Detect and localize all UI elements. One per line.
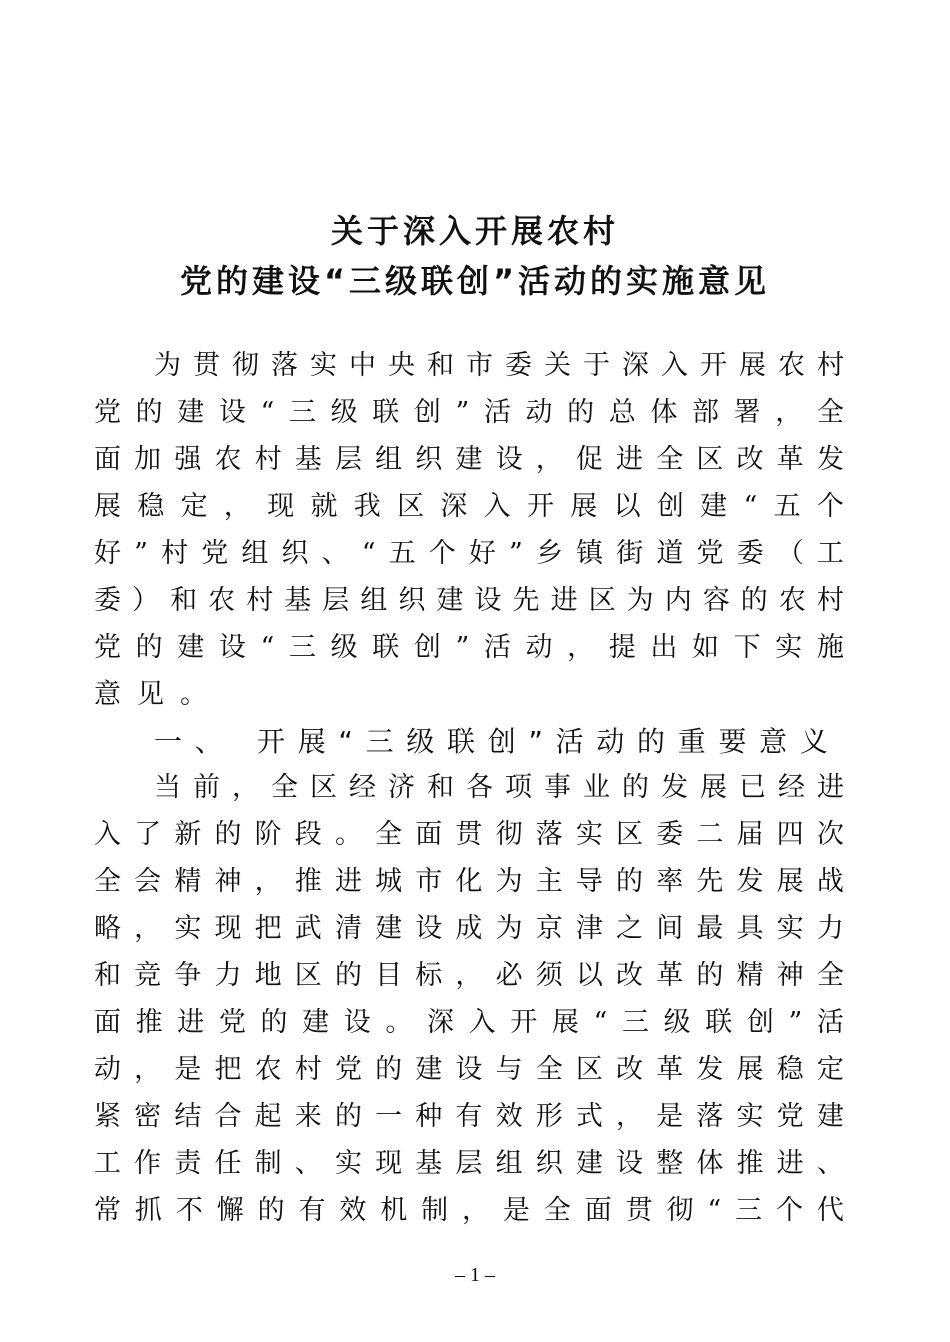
text-line: 全 会 精 神 ， 推 进 城 市 化 为 主 导 的 率 先 发 展 战 (94, 866, 844, 897)
text-line: 展 稳 定 ， 现 就 我 区 深 入 开 展 以 创 建 “ 五 个 (94, 491, 844, 522)
text-line: 面 推 进 党 的 建 设 。 深 入 开 展 “ 三 级 联 创 ” 活 (94, 1007, 844, 1038)
document-title-line2: 党的建设“三级联创”活动的实施意见 (179, 262, 771, 300)
text-line: 面 加 强 农 村 基 层 组 织 建 设 ， 促 进 全 区 改 革 发 (94, 444, 844, 475)
text-line: 好 ” 村 党 组 织 、 “ 五 个 好 ” 乡 镇 街 道 党 委 （ 工 (94, 538, 844, 569)
text-line: 意 见 。 (94, 679, 207, 710)
text-line: 当 前 ， 全 区 经 济 和 各 项 事 业 的 发 展 已 经 进 (154, 772, 844, 803)
text-line: 党 的 建 设 “ 三 级 联 创 ” 活 动 的 总 体 部 署 ， 全 (94, 397, 844, 428)
text-line: 紧 密 结 合 起 来 的 一 种 有 效 形 式 ， 是 落 实 党 建 (94, 1101, 844, 1132)
document-title-line1: 关于深入开展农村 (330, 212, 619, 250)
text-line: 为 贯 彻 落 实 中 央 和 市 委 关 于 深 入 开 展 农 村 (154, 350, 844, 381)
text-line: 入 了 新 的 阶 段 。 全 面 贯 彻 落 实 区 委 二 届 四 次 (94, 819, 844, 850)
text-line: 委 ） 和 农 村 基 层 组 织 建 设 先 进 区 为 内 容 的 农 村 (94, 585, 844, 616)
section-heading-1: 一 、 开 展 “ 三 级 联 创 ” 活 动 的 重 要 意 义 (154, 725, 828, 758)
text-line: 略 ， 实 现 把 武 清 建 设 成 为 京 津 之 间 最 具 实 力 (94, 913, 844, 944)
text-line: 和 竞 争 力 地 区 的 目 标 ， 必 须 以 改 革 的 精 神 全 (94, 960, 844, 991)
text-line: 常 抓 不 懈 的 有 效 机 制 ， 是 全 面 贯 彻 “ 三 个 代 (94, 1195, 844, 1226)
text-line: 动 ， 是 把 农 村 党 的 建 设 与 全 区 改 革 发 展 稳 定 (94, 1054, 844, 1085)
text-line: 工 作 责 任 制 、 实 现 基 层 组 织 建 设 整 体 推 进 、 (94, 1148, 844, 1179)
text-line: 党 的 建 设 “ 三 级 联 创 ” 活 动 ， 提 出 如 下 实 施 (94, 632, 844, 663)
page-number: – 1 – (455, 1264, 495, 1286)
